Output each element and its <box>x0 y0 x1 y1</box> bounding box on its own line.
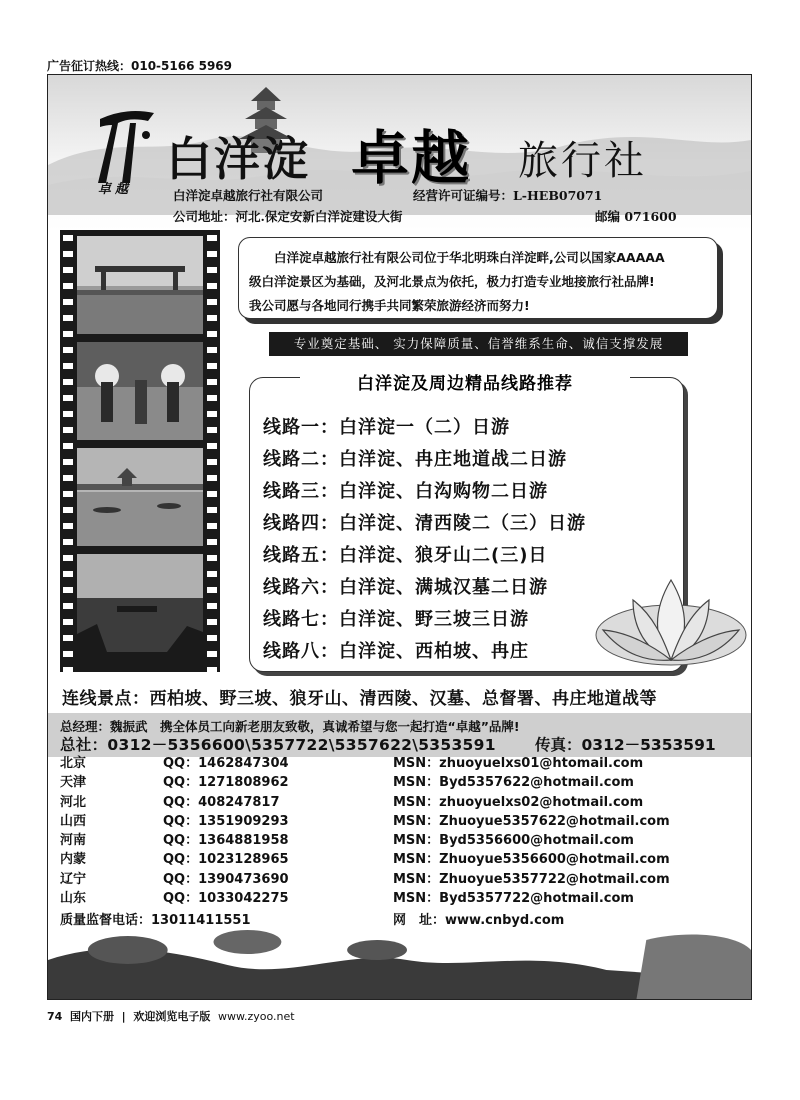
photo-gate-on-water <box>77 236 203 334</box>
contact-msn: MSN：zhuoyuelxs02@hotmail.com <box>393 794 644 810</box>
contact-region: 河北 <box>60 794 87 810</box>
contact-row <box>60 889 750 908</box>
contact-region: 天津 <box>60 775 87 791</box>
photo-lake-pavilion <box>77 448 203 546</box>
route-item: 线路七：白洋淀、野三坡三日游 <box>263 609 529 630</box>
footer-divider: | <box>121 1010 126 1023</box>
general-manager-note: 总经理：魏振武 携全体员工向新老朋友致敬，真诚希望与您一起打造“卓越”品牌! <box>60 719 520 734</box>
contact-region: 山东 <box>60 891 87 907</box>
contact-msn: MSN：zhuoyuelxs01@htomail.com <box>393 756 644 771</box>
photo-filmstrip <box>60 230 220 672</box>
contact-qq: QQ：1271808962 <box>163 775 289 791</box>
route-item: 线路三：白洋淀、白沟购物二日游 <box>263 481 548 502</box>
quality-hotline: 质量监督电话：13011411551 <box>60 913 251 928</box>
lotus-pond-illustration <box>48 920 751 1000</box>
contact-region: 内蒙 <box>60 852 87 868</box>
website: 网 址：www.cnbyd.com <box>393 913 565 928</box>
contact-table <box>60 754 750 908</box>
contact-msn: MSN：Byd5356600@hotmail.com <box>393 833 634 849</box>
contact-qq: QQ：408247817 <box>163 794 280 810</box>
intro-line-3: 我公司愿与各地同行携手共同繁荣旅游经济而努力! <box>249 298 530 313</box>
headquarters-phone: 总社：0312－5356600\5357722\5357622\5353591 <box>60 736 496 754</box>
contact-row <box>60 831 750 850</box>
header-banner <box>48 75 751 230</box>
contact-msn: MSN：Zhuoyue5356600@hotmail.com <box>393 852 670 868</box>
contact-region: 北京 <box>60 756 87 771</box>
route-item: 线路五：白洋淀、狼牙山二(三)日 <box>263 545 548 566</box>
contact-row <box>60 773 750 792</box>
ad-frame <box>47 74 752 1000</box>
title-zhuoyue: 卓越 <box>351 124 472 192</box>
route-item: 线路二：白洋淀、冉庄地道战二日游 <box>263 449 567 470</box>
route-item: 线路四：白洋淀、清西陵二（三）日游 <box>263 513 586 534</box>
contact-msn: MSN：Byd5357722@hotmail.com <box>393 891 634 907</box>
contact-row <box>60 754 750 773</box>
contact-row <box>60 793 750 812</box>
company-address: 公司地址：河北.保定安新白洋淀建设大街 <box>173 209 403 224</box>
brand-logo-icon <box>96 105 158 187</box>
routes-list <box>263 412 586 668</box>
page-number: 74 <box>47 1010 63 1023</box>
contact-qq: QQ：1364881958 <box>163 833 289 849</box>
contact-region: 辽宁 <box>60 871 87 887</box>
routes-heading: 白洋淀及周边精品线路推荐 <box>300 370 630 392</box>
route-item: 线路六：白洋淀、满城汉墓二日游 <box>263 577 548 598</box>
contact-msn: MSN：Zhuoyue5357622@hotmail.com <box>393 813 670 829</box>
fax-number: 传真：0312－5353591 <box>535 736 716 754</box>
footer-url[interactable]: www.zyoo.net <box>218 1010 295 1023</box>
logo-subtext: 卓越 <box>98 182 133 197</box>
slogan-bar: 专业奠定基础、 实力保障质量、信誉维系生命、诚信支撑发展 <box>269 332 688 356</box>
contact-msn: MSN：Byd5357622@hotmail.com <box>393 775 634 791</box>
intro-line-2: 级白洋淀景区为基础，及河北景点为依托，极力打造专业地接旅行社品牌! <box>249 274 655 289</box>
intro-line-1: 白洋淀卓越旅行社有限公司位于华北明珠白洋淀畔,公司以国家AAAAA <box>274 250 665 265</box>
lotus-flower-icon <box>593 560 748 690</box>
contact-row <box>60 850 750 869</box>
photo-dancers <box>77 342 203 440</box>
scenic-spots: 连线景点：西柏坡、野三坡、狼牙山、清西陵、汉墓、总督署、冉庄地道战等 <box>62 689 657 709</box>
page-footer <box>47 1008 295 1024</box>
ad-hotline: 广告征订热线：010-5166 5969 <box>47 59 233 73</box>
welcome-text: 欢迎浏览电子版 <box>133 1010 211 1023</box>
contact-qq: QQ：1390473690 <box>163 871 289 887</box>
postcode: 邮编 071600 <box>595 209 677 224</box>
contact-region: 河南 <box>60 833 87 849</box>
contact-qq: QQ：1462847304 <box>163 756 289 771</box>
title-travel-agency: 旅行社 <box>518 138 647 184</box>
company-name: 白洋淀卓越旅行社有限公司 <box>173 188 324 203</box>
contact-row <box>60 812 750 831</box>
contact-qq: QQ：1023128965 <box>163 852 289 868</box>
license-number: 经营许可证编号：L-HEB07071 <box>413 188 603 203</box>
contact-msn: MSN：Zhuoyue5357722@hotmail.com <box>393 871 670 887</box>
title-baiyangdian: 白洋淀 <box>166 132 310 186</box>
photo-sunset-boats <box>77 554 203 652</box>
route-item: 线路一：白洋淀一（二）日游 <box>263 417 510 438</box>
company-intro <box>238 237 718 319</box>
section-name: 国内下册 <box>69 1010 114 1023</box>
contact-qq: QQ：1033042275 <box>163 891 289 907</box>
contact-region: 山西 <box>60 813 87 829</box>
contact-row <box>60 870 750 889</box>
route-item: 线路八：白洋淀、西柏坡、冉庄 <box>263 641 529 662</box>
contact-qq: QQ：1351909293 <box>163 813 289 829</box>
